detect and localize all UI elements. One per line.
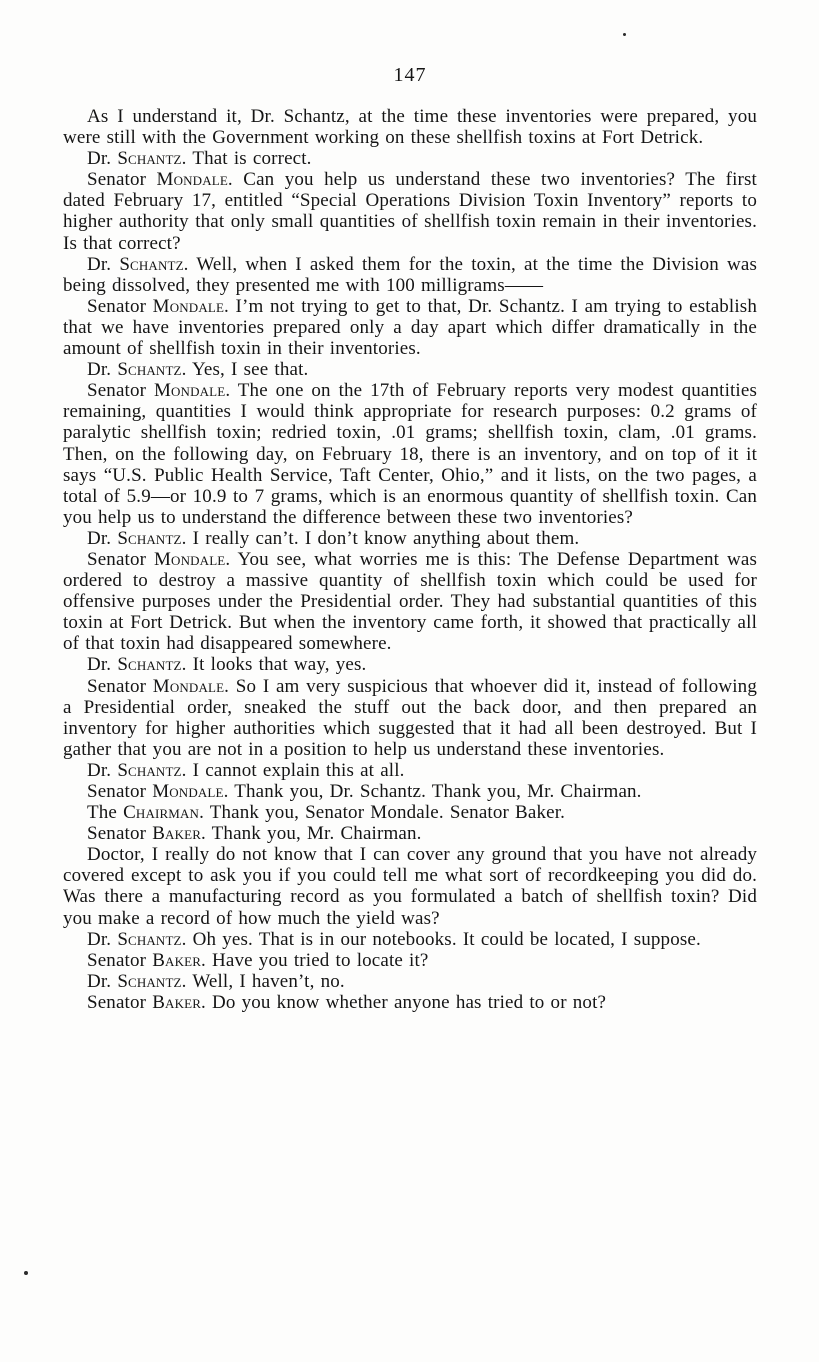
paragraph-text: . Can you help us understand these two inventories? The first dated February 17, entitled “Special Operations Division Toxin Inventory” reports to higher authority that only small quantities of shellfish toxin remain in their inventories. Is that correct? <box>63 169 757 254</box>
speaker-name: Mondale <box>153 380 226 402</box>
paragraph-text: . So I am very suspicious that whoever did it, instead of following a Presidential order, sneaked the stuff out the back door, and then prepared an inventory for higher authorities which suggested that it had all been destroyed. But I gather that you are not in a position to help us understand these inventories. <box>63 675 757 760</box>
speaker-name: Schantz <box>119 253 184 275</box>
speaker-name: Mondale <box>152 295 225 317</box>
paragraph-text: . I cannot explain this at all. <box>181 759 405 781</box>
paragraph-text: . It looks that way, yes. <box>181 654 367 676</box>
transcript-paragraph <box>63 654 757 675</box>
transcript-paragraph <box>63 823 757 844</box>
transcript-paragraph <box>63 929 757 950</box>
transcript-paragraph <box>63 148 757 169</box>
transcript-paragraph <box>63 844 757 928</box>
paragraph-text: . Well, when I asked them for the toxin, at the time the Division was being dissolved, they presented me with 100 milligrams—— <box>63 253 757 296</box>
transcript-paragraph <box>63 950 757 971</box>
speaker-prefix: Dr. <box>87 359 118 381</box>
speaker-name: Schantz <box>117 928 182 950</box>
paragraph-text: . Well, I haven’t, no. <box>181 970 345 992</box>
speaker-name: Chairman <box>123 802 200 824</box>
speaker-prefix: Dr. <box>87 928 118 950</box>
speaker-name: Baker <box>152 823 202 845</box>
speaker-prefix: Dr. <box>87 654 118 676</box>
speaker-prefix: Dr. <box>87 527 118 549</box>
speaker-prefix: Senator <box>87 548 154 570</box>
speaker-name: Schantz <box>117 359 182 381</box>
transcript-paragraph <box>63 802 757 823</box>
paragraph-text: Doctor, I really do not know that I can cover any ground that you have not already covered except to ask you if you could tell me what sort of recordkeeping you did do. Was there a manufacturing record as you formulated a batch of shellfish toxin? Did you make a record of how much the yield was? <box>63 844 757 929</box>
speaker-prefix: Dr. <box>87 759 118 781</box>
speaker-prefix: Senator <box>87 295 153 317</box>
speaker-prefix: Senator <box>87 169 157 191</box>
speaker-name: Schantz <box>117 527 182 549</box>
speaker-prefix: Senator <box>87 823 153 845</box>
transcript-text-block <box>63 106 757 1013</box>
paragraph-text: . The one on the 17th of February reports very modest quantities remaining, quantities I would think appropriate for research purposes: 0.2 grams of paralytic shellfish toxin; redried toxin, .01 grams; shellfish toxin, clam, .01 grams. Then, on the following day, on February 18, there is an inventory, and on top of it it says “U.S. Public Health Service, Taft Center, Ohio,” and it lists, on the two pages, a total of 5.9—or 10.9 to 7 grams, which is an enormous quantity of shellfish toxin. Can you help us to understand the difference between these two inventories? <box>63 380 757 528</box>
paragraph-text: . You see, what worries me is this: The Defense Department was ordered to destroy a massive quantity of shellfish toxin which could be used for offensive purposes under the Presidential order. They had substantial quantities of this toxin at Fort Detrick. But when the inventory came forth, it showed that practically all of that toxin had disappeared somewhere. <box>63 548 757 655</box>
speaker-name: Schantz <box>117 759 182 781</box>
scan-speck <box>623 33 626 36</box>
paragraph-text: . Oh yes. That is in our notebooks. It could be located, I suppose. <box>181 928 701 950</box>
speaker-prefix: Senator <box>87 380 154 402</box>
transcript-paragraph <box>63 254 757 296</box>
speaker-prefix: Dr. <box>87 148 118 170</box>
transcript-paragraph <box>63 380 757 528</box>
speaker-name: Mondale <box>152 781 224 802</box>
paragraph-text: . Yes, I see that. <box>181 359 309 381</box>
speaker-name: Schantz <box>117 970 182 992</box>
paragraph-text: . Thank you, Dr. Schantz. Thank you, Mr. Chairman. <box>223 781 642 802</box>
speaker-name: Mondale <box>152 675 225 697</box>
speaker-prefix: Dr. <box>87 253 120 275</box>
paragraph-text: . I really can’t. I don’t know anything about them. <box>181 527 580 549</box>
paragraph-text: . That is correct. <box>181 148 312 170</box>
speaker-prefix: The <box>87 802 124 824</box>
speaker-prefix: Senator <box>87 991 153 1013</box>
transcript-paragraph <box>63 760 757 781</box>
speaker-prefix: Dr. <box>87 970 118 992</box>
transcript-paragraph <box>63 992 757 1013</box>
speaker-name: Schantz <box>117 148 182 170</box>
paragraph-text: . Thank you, Senator Mondale. Senator Baker. <box>199 802 566 824</box>
speaker-name: Mondale <box>156 169 228 191</box>
speaker-prefix: Senator <box>87 675 153 697</box>
transcript-paragraph <box>63 106 757 148</box>
paragraph-text: . I’m not trying to get to that, Dr. Schantz. I am trying to establish that we have inventories prepared only a day apart which differ dramatically in the amount of shellfish toxin in their inventories. <box>63 295 757 360</box>
speaker-prefix: Senator <box>87 781 153 802</box>
paragraph-text: . Thank you, Mr. Chairman. <box>201 823 422 845</box>
transcript-paragraph <box>63 971 757 992</box>
speaker-name: Mondale <box>154 548 226 570</box>
page-number: 147 <box>393 64 427 86</box>
transcript-paragraph <box>63 676 757 760</box>
transcript-paragraph <box>63 296 757 359</box>
paragraph-text: As I understand it, Dr. Schantz, at the time these inventories were prepared, you were still with the Government working on these shellfish toxins at Fort Detrick. <box>63 106 757 149</box>
paragraph-text: . Have you tried to locate it? <box>201 949 429 971</box>
transcript-paragraph <box>63 549 757 654</box>
speaker-prefix: Senator <box>87 949 153 971</box>
scan-speck <box>24 1271 28 1275</box>
transcript-paragraph <box>63 781 757 802</box>
transcript-paragraph <box>63 528 757 549</box>
speaker-name: Schantz <box>117 654 182 676</box>
speaker-name: Baker <box>152 991 202 1013</box>
transcript-paragraph <box>63 169 757 253</box>
paragraph-text: . Do you know whether anyone has tried to or not? <box>201 991 607 1013</box>
transcript-paragraph <box>63 359 757 380</box>
speaker-name: Baker <box>152 949 202 971</box>
